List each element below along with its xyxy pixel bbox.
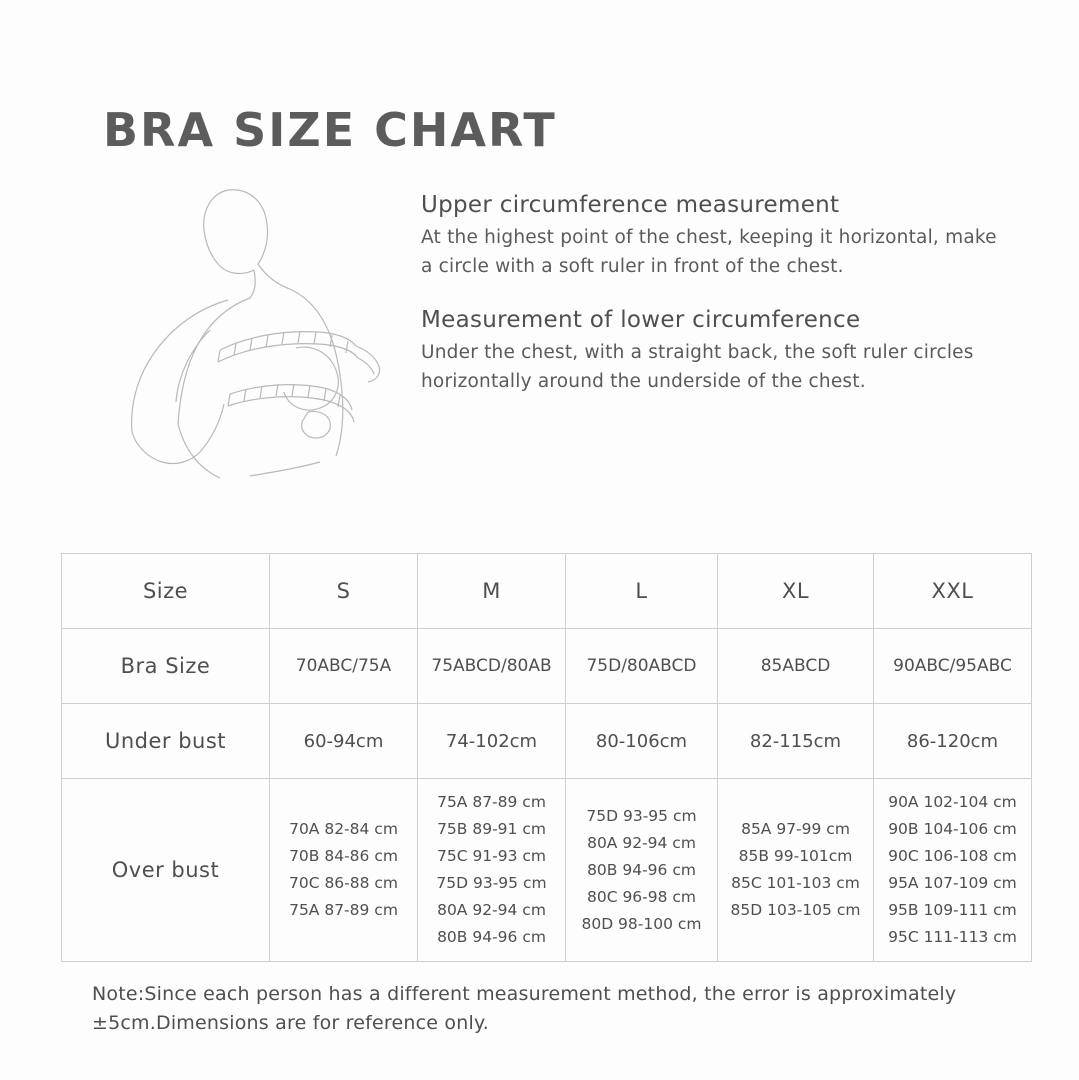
table-row-bra-size (62, 629, 1032, 704)
over-bust-list-xxl (874, 779, 1031, 961)
under-bust-m: 74-102cm (418, 704, 566, 779)
under-bust-xxl: 86-120cm (874, 704, 1032, 779)
woman-measuring-bust-illustration (60, 180, 400, 480)
under-bust-s: 60-94cm (270, 704, 418, 779)
upper-circumference-heading: Upper circumference measurement (421, 192, 840, 218)
header-cell-m: M (418, 554, 566, 629)
over-bust-entry: 85C 101-103 cm (731, 874, 860, 892)
over-bust-entry: 75C 91-93 cm (436, 847, 547, 865)
row-label-over-bust: Over bust (62, 779, 270, 962)
size-table (61, 553, 1032, 962)
over-bust-entry: 95A 107-109 cm (888, 874, 1017, 892)
over-bust-entry: 85A 97-99 cm (741, 820, 850, 838)
over-bust-list-l (566, 793, 717, 948)
over-bust-entry: 80D 98-100 cm (581, 914, 702, 933)
over-bust-entry: 95C 111-113 cm (888, 928, 1017, 946)
over-bust-s (270, 779, 418, 962)
measurement-instructions (421, 192, 1001, 423)
table-row-over-bust (62, 779, 1032, 962)
lower-circumference-body: Under the chest, with a straight back, the soft ruler circles horizontally around the underside of the chest. (421, 342, 974, 393)
over-bust-entry: 95B 109-111 cm (888, 901, 1017, 919)
row-label-bra-size: Bra Size (62, 629, 270, 704)
note-text: Note:Since each person has a different measurement method, the error is approximately ±5cm.Dimensions are for reference only. (92, 983, 957, 1035)
row-label-under-bust: Under bust (62, 704, 270, 779)
header-cell-xl: XL (718, 554, 874, 629)
header-cell-s: S (270, 554, 418, 629)
over-bust-entry: 70A 82-84 cm (289, 820, 398, 838)
over-bust-entry: 85D 103-105 cm (730, 901, 861, 919)
over-bust-xxl (874, 779, 1032, 962)
bra-size-m: 75ABCD/80AB (418, 629, 566, 704)
over-bust-entry: 90C 106-108 cm (888, 847, 1017, 865)
size-table-wrapper (61, 553, 1031, 962)
over-bust-entry: 75D 93-95 cm (586, 806, 697, 825)
over-bust-entry: 80A 92-94 cm (587, 833, 696, 852)
table-row-under-bust (62, 704, 1032, 779)
over-bust-entry: 80B 94-96 cm (587, 860, 696, 879)
over-bust-entry: 75D 93-95 cm (436, 874, 547, 892)
over-bust-list-xl (718, 806, 873, 934)
over-bust-xl (718, 779, 874, 962)
over-bust-entry: 75A 87-89 cm (289, 901, 398, 919)
over-bust-entry: 75B 89-91 cm (437, 820, 546, 838)
over-bust-entry: 75A 87-89 cm (437, 793, 546, 811)
over-bust-l (566, 779, 718, 962)
bra-size-xxl: 90ABC/95ABC (874, 629, 1032, 704)
under-bust-l: 80-106cm (566, 704, 718, 779)
page-title: BRA SIZE CHART (103, 103, 557, 157)
under-bust-xl: 82-115cm (718, 704, 874, 779)
over-bust-list-m (418, 779, 565, 961)
over-bust-entry: 80A 92-94 cm (437, 901, 546, 919)
bra-size-xl: 85ABCD (718, 629, 874, 704)
over-bust-m (418, 779, 566, 962)
header-cell-xxl: XXL (874, 554, 1032, 629)
over-bust-entry: 85B 99-101cm (738, 847, 853, 865)
upper-circumference-body: At the highest point of the chest, keeping it horizontal, make a circle with a soft ruler in front of the chest. (421, 227, 997, 277)
bra-size-l: 75D/80ABCD (566, 629, 718, 704)
lower-circumference-heading: Measurement of lower circumference (421, 307, 861, 334)
over-bust-list-s (270, 806, 417, 934)
header-cell-size: Size (62, 554, 270, 629)
over-bust-entry: 70C 86-88 cm (288, 874, 399, 892)
table-header-row (62, 554, 1032, 629)
bra-size-s: 70ABC/75A (270, 629, 418, 704)
header-cell-l: L (566, 554, 718, 629)
over-bust-entry: 80C 96-98 cm (586, 887, 697, 906)
over-bust-entry: 90B 104-106 cm (888, 820, 1017, 838)
over-bust-entry: 80B 94-96 cm (437, 928, 546, 946)
over-bust-entry: 70B 84-86 cm (289, 847, 398, 865)
over-bust-entry: 90A 102-104 cm (888, 793, 1017, 811)
